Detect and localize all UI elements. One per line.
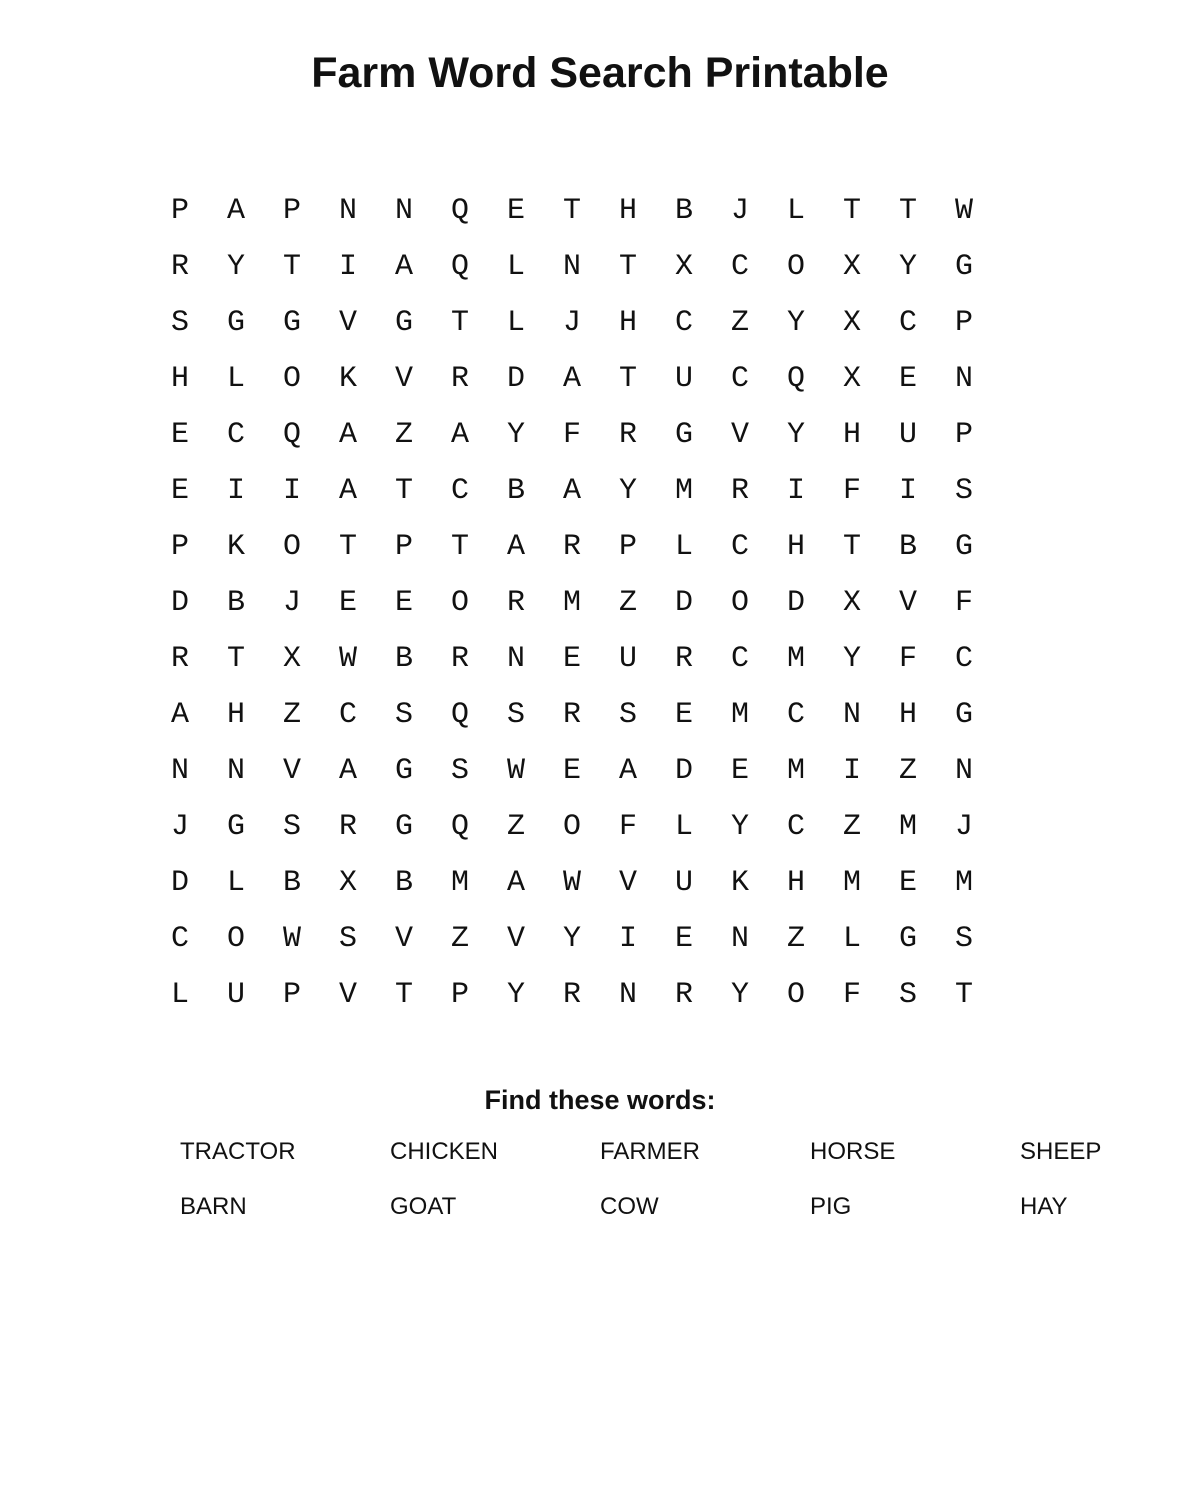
grid-letter: I [618,922,637,956]
grid-letter: V [338,978,357,1012]
grid-letter: C [730,530,749,564]
grid-letter: A [562,474,581,508]
grid-letter: G [674,418,693,452]
grid-letter: C [674,306,693,340]
grid-letter: V [394,362,413,396]
grid-letter: J [170,810,189,844]
grid-letter: T [898,194,917,228]
grid-letter: D [674,586,693,620]
grid-letter: M [786,642,805,676]
grid-letter: M [842,866,861,900]
grid-letter: E [898,362,917,396]
grid-letter: Y [786,418,805,452]
grid-letter: Z [618,586,637,620]
grid-letter: V [730,418,749,452]
grid-letter: M [954,866,973,900]
grid-letter: P [394,530,413,564]
grid-letter: S [338,922,357,956]
grid-letter: H [618,194,637,228]
grid-letter: Y [506,418,525,452]
grid-letter: G [954,250,973,284]
grid-letter: U [226,978,245,1012]
word-list [180,1132,1200,1242]
word-list-item: HAY [1020,1193,1068,1220]
grid-letter: X [842,306,861,340]
grid-letter: D [170,586,189,620]
grid-letter: E [898,866,917,900]
grid-letter: J [730,194,749,228]
grid-letter: S [618,698,637,732]
word-list-item: PIG [810,1193,852,1220]
grid-letter: V [898,586,917,620]
grid-letter: Q [450,810,469,844]
grid-letter: O [786,250,805,284]
grid-letter: M [898,810,917,844]
grid-letter: I [338,250,357,284]
grid-letter: R [674,978,693,1012]
grid-letter: J [562,306,581,340]
grid-letter: Y [506,978,525,1012]
grid-letter: N [562,250,581,284]
grid-letter: H [898,698,917,732]
grid-letter: P [282,978,301,1012]
grid-letter: G [226,810,245,844]
grid-letter: U [898,418,917,452]
word-list-item: TRACTOR [180,1138,296,1165]
grid-letter: A [226,194,245,228]
grid-letter: R [450,362,469,396]
grid-letter: A [394,250,413,284]
grid-letter: E [562,642,581,676]
grid-letter: R [618,418,637,452]
grid-letter: W [338,642,357,676]
grid-letter: R [730,474,749,508]
grid-letter: Q [282,418,301,452]
grid-letter: T [338,530,357,564]
grid-letter: Z [730,306,749,340]
grid-letter: E [170,418,189,452]
grid-letter: O [282,530,301,564]
grid-letter: Z [786,922,805,956]
grid-letter: Y [898,250,917,284]
grid-letter: S [954,474,973,508]
grid-letter: B [394,866,413,900]
grid-letter: R [562,978,581,1012]
grid-letter: G [226,306,245,340]
grid-letter: U [618,642,637,676]
grid-letter: G [954,530,973,564]
grid-letter: M [450,866,469,900]
grid-letter: R [338,810,357,844]
grid-letter: O [450,586,469,620]
grid-letter: F [562,418,581,452]
grid-letter: Q [786,362,805,396]
grid-letter: M [674,474,693,508]
grid-letter: N [338,194,357,228]
grid-letter: S [394,698,413,732]
grid-letter: C [338,698,357,732]
grid-letter: S [282,810,301,844]
grid-letter: J [282,586,301,620]
grid-letter: F [842,978,861,1012]
grid-letter: E [506,194,525,228]
grid-letter: G [954,698,973,732]
grid-letter: W [282,922,301,956]
grid-letter: W [506,754,525,788]
grid-letter: N [730,922,749,956]
grid-letter: I [842,754,861,788]
word-list-item: GOAT [390,1193,457,1220]
grid-letter: Y [730,978,749,1012]
grid-letter: G [282,306,301,340]
grid-letter: P [618,530,637,564]
grid-letter: U [674,362,693,396]
grid-letter: H [786,866,805,900]
grid-letter: A [450,418,469,452]
grid-letter: Y [786,306,805,340]
grid-letter: P [170,194,189,228]
grid-letter: E [170,474,189,508]
grid-letter: M [730,698,749,732]
grid-letter: R [450,642,469,676]
grid-letter: V [618,866,637,900]
grid-letter: O [282,362,301,396]
grid-letter: W [562,866,581,900]
grid-letter: Y [618,474,637,508]
word-list-item: COW [600,1193,659,1220]
grid-letter: C [730,362,749,396]
grid-letter: S [954,922,973,956]
grid-letter: E [562,754,581,788]
grid-letter: O [730,586,749,620]
grid-letter: T [618,362,637,396]
grid-letter: R [562,698,581,732]
grid-letter: B [674,194,693,228]
grid-letter: H [170,362,189,396]
grid-letter: V [338,306,357,340]
grid-letter: F [898,642,917,676]
grid-letter: W [954,194,973,228]
grid-letter: K [730,866,749,900]
grid-letter: D [786,586,805,620]
grid-letter: F [954,586,973,620]
grid-letter: I [786,474,805,508]
grid-letter: A [506,866,525,900]
grid-letter: C [730,642,749,676]
grid-letter: F [842,474,861,508]
grid-letter: P [954,418,973,452]
grid-letter: A [338,418,357,452]
grid-letter: V [282,754,301,788]
grid-letter: R [674,642,693,676]
grid-letter: D [674,754,693,788]
grid-letter: C [786,698,805,732]
grid-letter: E [674,698,693,732]
grid-letter: A [562,362,581,396]
grid-letter: N [954,362,973,396]
grid-letter: H [226,698,245,732]
word-list-item: BARN [180,1193,247,1220]
grid-letter: H [786,530,805,564]
grid-letter: Z [898,754,917,788]
grid-letter: C [450,474,469,508]
grid-letter: A [338,474,357,508]
grid-letter: Y [562,922,581,956]
grid-letter: A [618,754,637,788]
grid-letter: E [338,586,357,620]
grid-letter: N [618,978,637,1012]
grid-letter: K [338,362,357,396]
grid-letter: Q [450,250,469,284]
grid-letter: X [842,362,861,396]
grid-letter: L [506,306,525,340]
grid-letter: M [786,754,805,788]
letter-grid [152,183,992,1023]
grid-letter: Y [842,642,861,676]
grid-letter: S [170,306,189,340]
grid-letter: M [562,586,581,620]
grid-letter: I [226,474,245,508]
grid-letter: L [170,978,189,1012]
grid-letter: C [786,810,805,844]
grid-letter: N [394,194,413,228]
grid-letter: I [282,474,301,508]
grid-letter: L [506,250,525,284]
grid-letter: G [394,810,413,844]
grid-letter: B [506,474,525,508]
grid-letter: T [450,306,469,340]
grid-letter: L [674,810,693,844]
grid-letter: C [898,306,917,340]
grid-letter: J [954,810,973,844]
grid-letter: K [226,530,245,564]
grid-letter: T [282,250,301,284]
grid-letter: P [282,194,301,228]
grid-letter: X [842,250,861,284]
grid-letter: E [674,922,693,956]
grid-letter: N [226,754,245,788]
grid-letter: E [730,754,749,788]
grid-letter: T [842,530,861,564]
grid-letter: X [842,586,861,620]
grid-letter: C [226,418,245,452]
word-list-item: SHEEP [1020,1138,1102,1165]
grid-letter: Z [450,922,469,956]
grid-letter: N [506,642,525,676]
grid-letter: T [394,474,413,508]
grid-letter: A [338,754,357,788]
grid-letter: Y [226,250,245,284]
page-title: Farm Word Search Printable [311,49,889,97]
grid-letter: L [226,866,245,900]
grid-letter: C [730,250,749,284]
grid-letter: B [898,530,917,564]
grid-letter: S [898,978,917,1012]
grid-letter: Z [394,418,413,452]
grid-letter: C [954,642,973,676]
grid-letter: O [562,810,581,844]
word-list-item: HORSE [810,1138,896,1165]
grid-letter: N [170,754,189,788]
grid-letter: V [394,922,413,956]
grid-letter: R [506,586,525,620]
grid-letter: O [226,922,245,956]
grid-letter: T [450,530,469,564]
grid-letter: N [842,698,861,732]
grid-letter: S [506,698,525,732]
grid-letter: T [954,978,973,1012]
grid-letter: X [674,250,693,284]
grid-letter: L [842,922,861,956]
grid-letter: P [450,978,469,1012]
grid-letter: B [226,586,245,620]
grid-letter: C [170,922,189,956]
grid-letter: Z [506,810,525,844]
grid-letter: E [394,586,413,620]
words-heading: Find these words: [484,1085,716,1115]
grid-letter: L [226,362,245,396]
grid-letter: T [394,978,413,1012]
grid-letter: R [170,250,189,284]
grid-letter: H [618,306,637,340]
grid-letter: G [394,306,413,340]
grid-letter: Y [730,810,749,844]
grid-letter: R [562,530,581,564]
grid-letter: Z [282,698,301,732]
grid-letter: D [506,362,525,396]
grid-letter: G [898,922,917,956]
grid-letter: T [618,250,637,284]
grid-letter: X [338,866,357,900]
grid-letter: D [170,866,189,900]
grid-letter: P [954,306,973,340]
grid-letter: X [282,642,301,676]
grid-letter: Z [842,810,861,844]
grid-letter: B [394,642,413,676]
grid-letter: S [450,754,469,788]
grid-letter: R [170,642,189,676]
word-list-item: CHICKEN [390,1138,499,1165]
grid-letter: H [842,418,861,452]
grid-letter: O [786,978,805,1012]
grid-letter: G [394,754,413,788]
grid-letter: A [506,530,525,564]
word-list-item: FARMER [600,1138,701,1165]
grid-letter: T [226,642,245,676]
grid-letter: A [170,698,189,732]
grid-letter: Q [450,194,469,228]
grid-letter: P [170,530,189,564]
grid-letter: B [282,866,301,900]
grid-letter: U [674,866,693,900]
grid-letter: N [954,754,973,788]
grid-letter: L [674,530,693,564]
grid-letter: V [506,922,525,956]
grid-letter: F [618,810,637,844]
grid-letter: L [786,194,805,228]
grid-letter: T [842,194,861,228]
grid-letter: T [562,194,581,228]
grid-letter: I [898,474,917,508]
grid-letter: Q [450,698,469,732]
